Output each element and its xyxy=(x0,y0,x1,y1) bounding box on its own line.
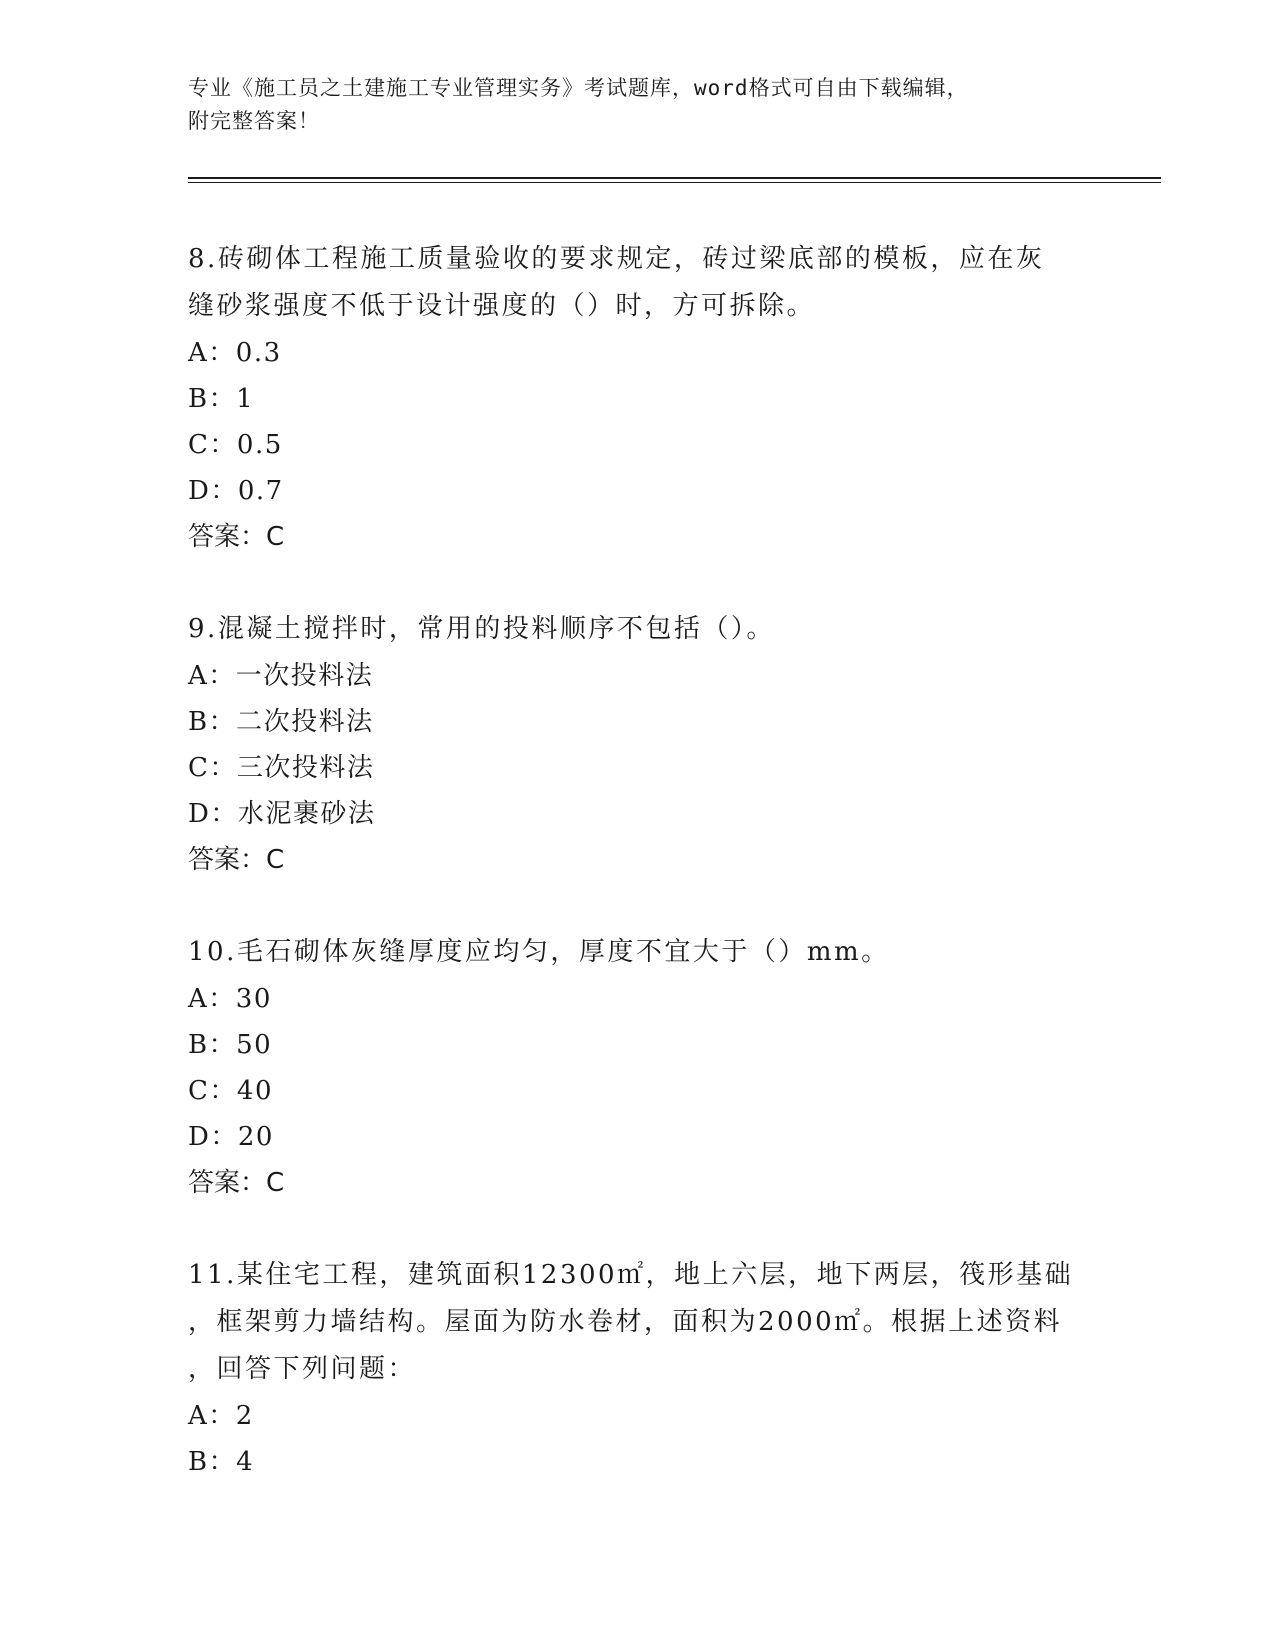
option-label: A： xyxy=(188,984,236,1014)
answer: 答案：C xyxy=(188,845,285,875)
answer: 答案：C xyxy=(188,522,285,552)
question-line-3: ，回答下列问题： xyxy=(188,1354,417,1384)
option-value: 2 xyxy=(235,1401,254,1431)
question-line-2: 缝砂浆强度不低于设计强度的（）时，方可拆除。 xyxy=(188,291,816,321)
option-value: 二次投料法 xyxy=(236,707,374,737)
header-rule-thin xyxy=(188,182,1161,183)
option-label: B： xyxy=(188,384,237,414)
question-10 xyxy=(188,929,1088,1206)
question-line-1: 某住宅工程，建筑面积12300㎡，地上六层，地下两层，筏形基础 xyxy=(236,1260,1074,1290)
option-label: C： xyxy=(188,430,237,460)
option-value: 50 xyxy=(236,1030,273,1060)
option-value: 40 xyxy=(236,1076,273,1106)
spacer xyxy=(188,883,1088,929)
option-label: D： xyxy=(188,799,238,829)
header-line-2: 附完整答案！ xyxy=(188,109,320,133)
option-label: D： xyxy=(188,476,238,506)
option-c xyxy=(188,422,1088,468)
option-value: 20 xyxy=(237,1122,274,1152)
option-value: 4 xyxy=(236,1447,255,1477)
question-text xyxy=(188,606,1088,653)
header-line-1: 专业《施工员之土建施工专业管理实务》考试题库，word格式可自由下载编辑， xyxy=(188,76,969,100)
question-line-1: 混凝土搅拌时，常用的投料顺序不包括（）。 xyxy=(217,614,775,644)
header-rule-thick xyxy=(188,177,1161,179)
question-8 xyxy=(188,236,1088,560)
option-b xyxy=(188,1022,1088,1068)
document-header xyxy=(188,72,1068,138)
option-label: A： xyxy=(188,338,236,368)
option-a xyxy=(188,330,1088,376)
option-label: C： xyxy=(188,1076,237,1106)
option-d xyxy=(188,791,1088,837)
option-d xyxy=(188,468,1088,514)
option-a xyxy=(188,653,1088,699)
option-c xyxy=(188,745,1088,791)
spacer xyxy=(188,1206,1088,1252)
question-line-1: 砖砌体工程施工质量验收的要求规定，砖过梁底部的模板，应在灰 xyxy=(217,244,1045,274)
question-number: 8. xyxy=(188,244,218,274)
option-b xyxy=(188,376,1088,422)
option-b xyxy=(188,1439,1088,1485)
question-line-1: 毛石砌体灰缝厚度应均匀，厚度不宜大于（）mm。 xyxy=(236,937,890,967)
question-list xyxy=(188,236,1088,1485)
question-line-2: ，框架剪力墙结构。屋面为防水卷材，面积为2000㎡。根据上述资料 xyxy=(188,1307,1063,1337)
option-label: B： xyxy=(188,1030,237,1060)
option-label: A： xyxy=(188,1401,236,1431)
question-text xyxy=(188,929,1088,976)
option-label: D： xyxy=(188,1122,238,1152)
question-number: 10. xyxy=(188,937,237,967)
option-value: 1 xyxy=(236,384,255,414)
option-label: C： xyxy=(188,753,237,783)
option-c xyxy=(188,1068,1088,1114)
option-value: 三次投料法 xyxy=(236,753,375,783)
option-value: 0.7 xyxy=(237,476,284,506)
option-b xyxy=(188,699,1088,745)
option-a xyxy=(188,976,1088,1022)
option-label: B： xyxy=(188,1447,237,1477)
question-number: 11. xyxy=(188,1260,237,1290)
option-a xyxy=(188,1393,1088,1439)
option-d xyxy=(188,1114,1088,1160)
question-text xyxy=(188,1252,1088,1299)
option-value: 30 xyxy=(235,984,272,1014)
option-label: A： xyxy=(188,661,236,691)
question-number: 9. xyxy=(188,614,218,644)
option-label: B： xyxy=(188,707,237,737)
option-value: 水泥裹砂法 xyxy=(237,799,376,829)
option-value: 0.5 xyxy=(236,430,283,460)
spacer xyxy=(188,560,1088,606)
question-11 xyxy=(188,1252,1088,1485)
answer: 答案：C xyxy=(188,1168,285,1198)
question-text xyxy=(188,236,1088,283)
question-9 xyxy=(188,606,1088,883)
option-value: 0.3 xyxy=(235,338,282,368)
option-value: 一次投料法 xyxy=(235,661,374,691)
